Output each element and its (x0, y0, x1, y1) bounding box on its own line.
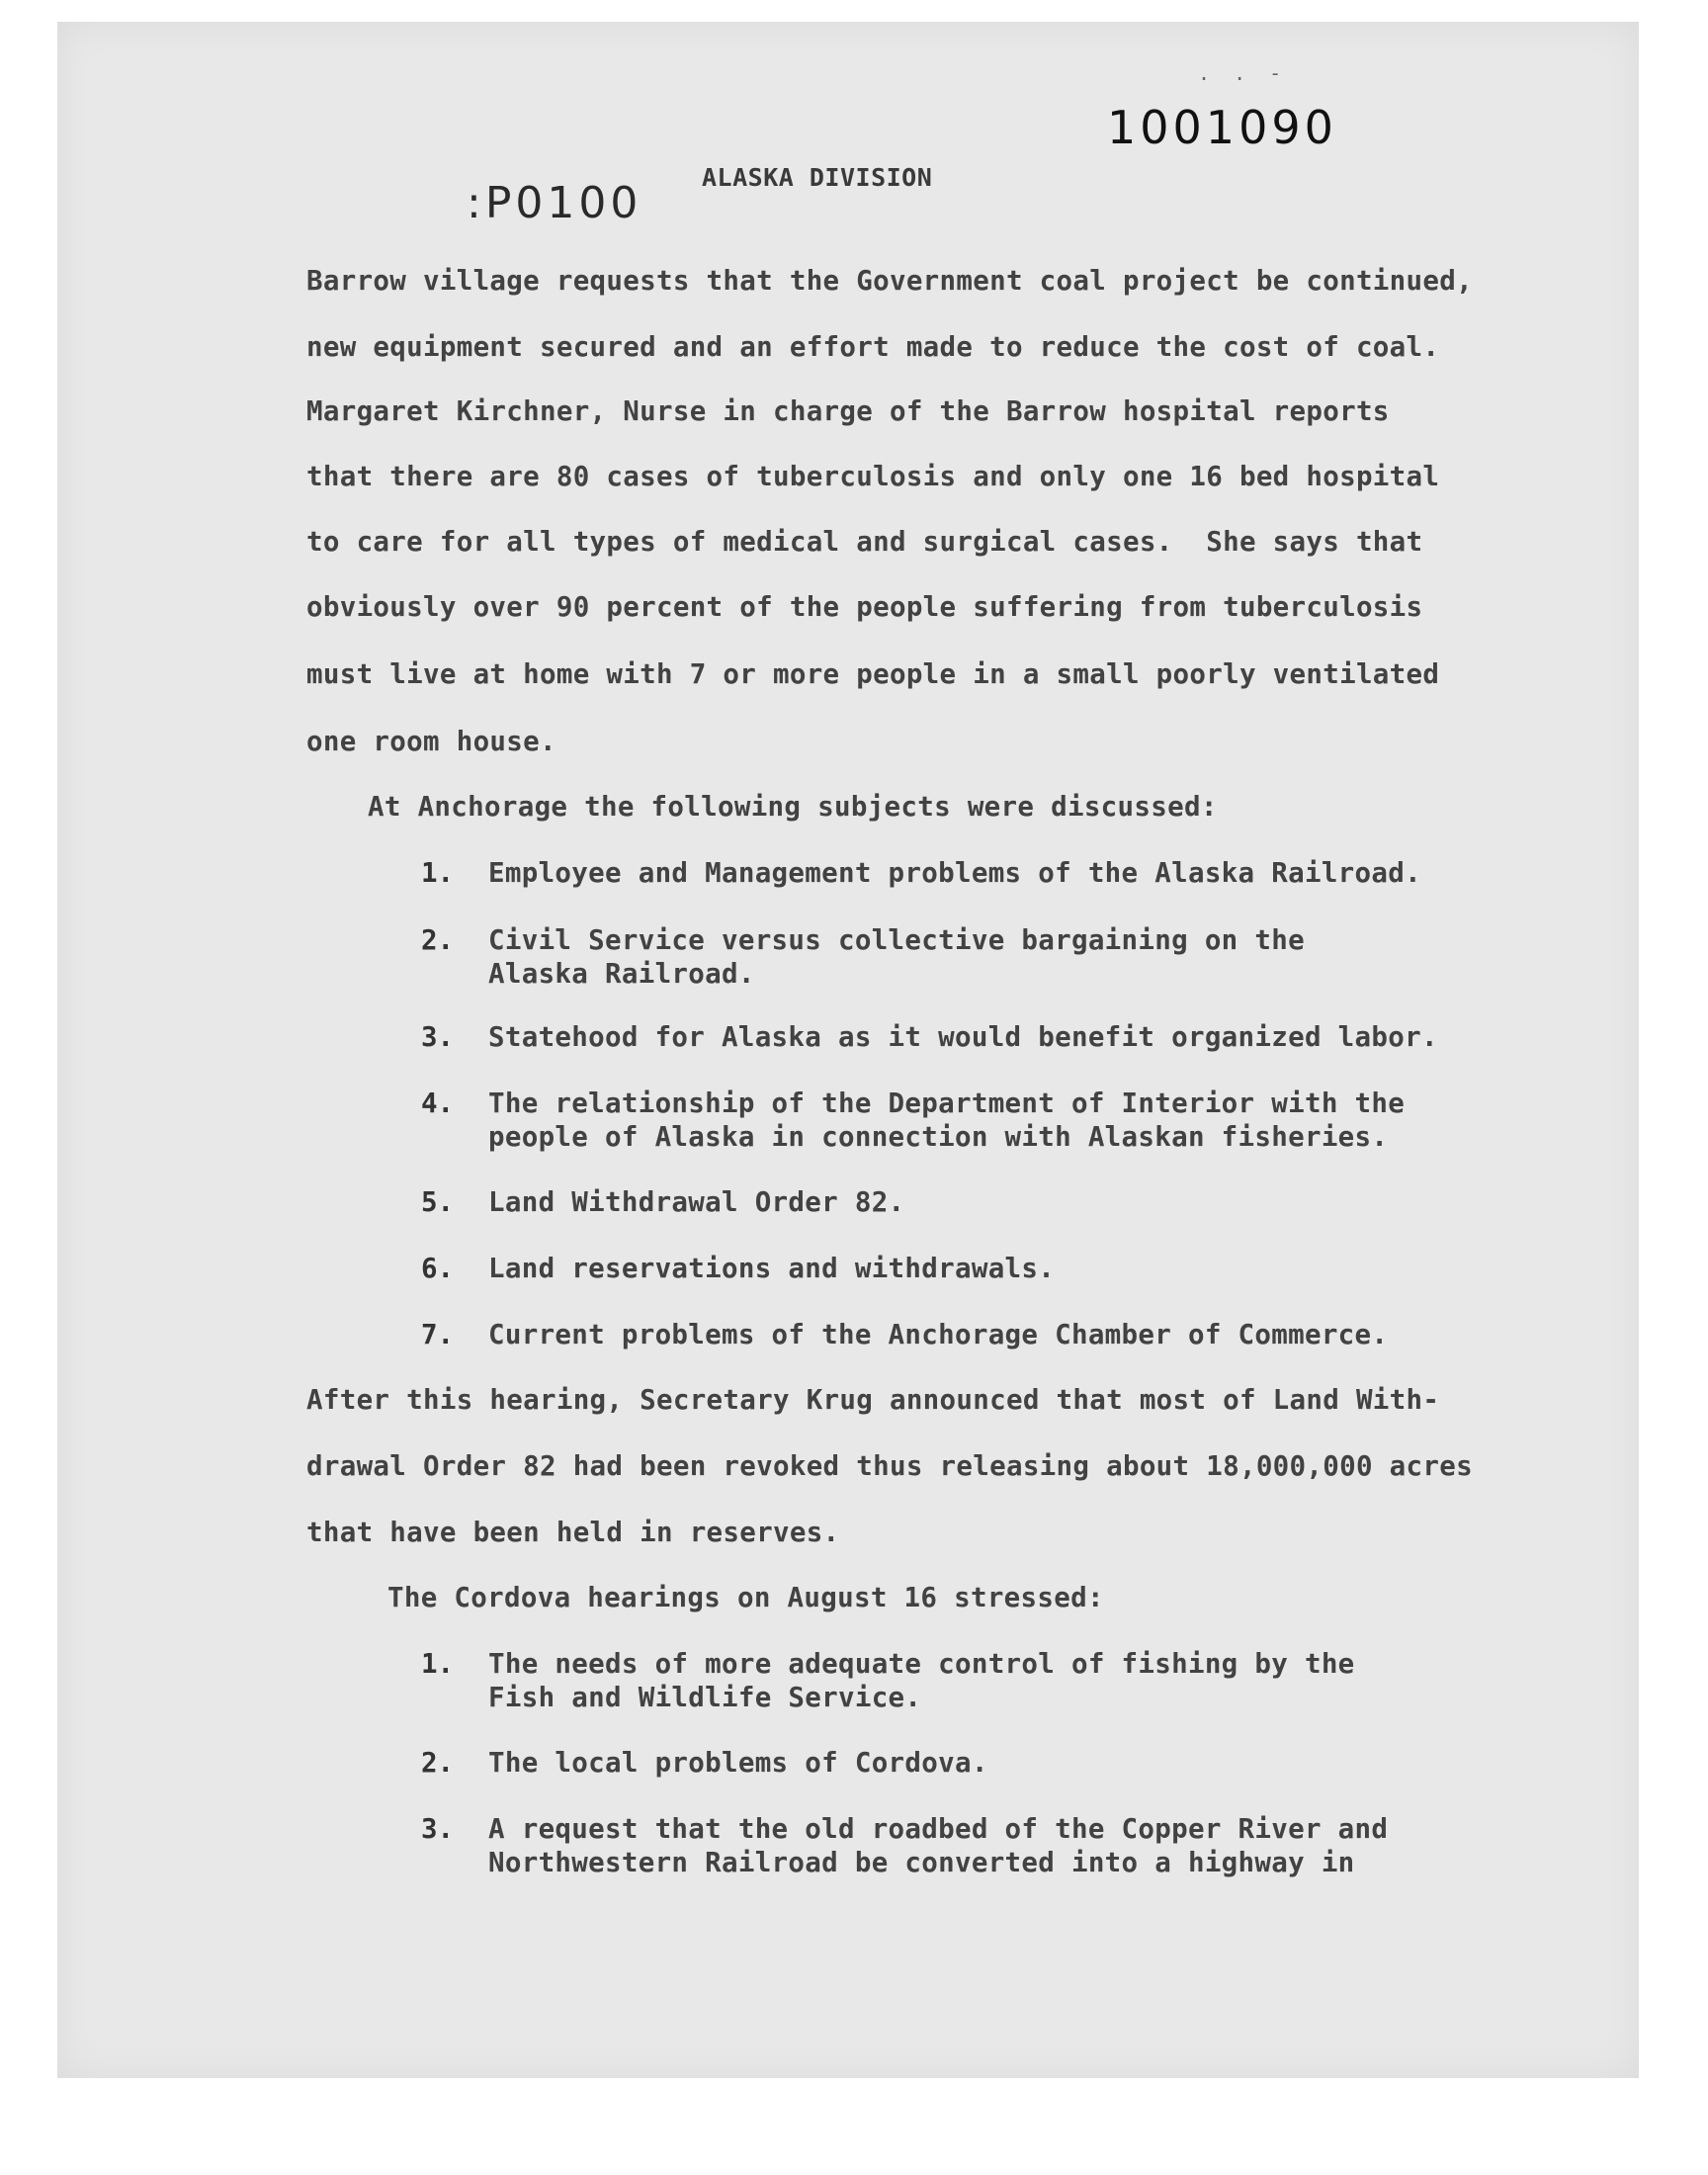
list-item-number: 6. (421, 1253, 455, 1284)
list-item-text: Land Withdrawal Order 82. (488, 1186, 905, 1218)
list-item-number: 4. (421, 1088, 455, 1119)
paragraph-line: After this hearing, Secretary Krug announced that most of Land With- (306, 1384, 1440, 1416)
list-item-number: 2. (421, 924, 455, 956)
list-item-number: 3. (421, 1021, 455, 1053)
list-item-text: The needs of more adequate control of fishing by the (488, 1648, 1355, 1680)
list-item-text: The local problems of Cordova. (488, 1747, 988, 1779)
paragraph-line: that have been held in reserves. (306, 1517, 840, 1548)
list-item-number: 2. (421, 1747, 455, 1779)
document-number-stamp: 1001090 (1107, 101, 1337, 154)
cordova-intro: The Cordova hearings on August 16 stressed: (387, 1582, 1104, 1613)
list-item-text: Employee and Management problems of the Alaska Railroad. (488, 857, 1421, 889)
list-item-text: Northwestern Railroad be converted into a highway in (488, 1847, 1355, 1878)
list-item-number: 5. (421, 1186, 455, 1218)
paragraph-line: obviously over 90 percent of the people suffering from tuberculosis (306, 591, 1423, 623)
paragraph-line: that there are 80 cases of tuberculosis and only one 16 bed hospital (306, 461, 1440, 492)
paragraph-line: Margaret Kirchner, Nurse in charge of the Barrow hospital reports (306, 395, 1390, 427)
list-item-number: 7. (421, 1319, 455, 1350)
page-number-stamp: :P0100 (467, 178, 642, 228)
list-item-text: Land reservations and withdrawals. (488, 1253, 1056, 1284)
paragraph-line: new equipment secured and an effort made to reduce the cost of coal. (306, 331, 1440, 363)
anchorage-intro: At Anchorage the following subjects were discussed: (368, 791, 1218, 823)
list-item-number: 1. (421, 1648, 455, 1680)
list-item-text: Statehood for Alaska as it would benefit organized labor. (488, 1021, 1438, 1053)
paragraph-line: Barrow village requests that the Government coal project be continued, (306, 265, 1473, 297)
top-tick-mark: . . - (1198, 61, 1288, 85)
list-item-number: 3. (421, 1813, 455, 1845)
list-item-text: Current problems of the Anchorage Chamber of Commerce. (488, 1319, 1389, 1350)
paragraph-line: drawal Order 82 had been revoked thus releasing about 18,000,000 acres (306, 1450, 1473, 1482)
division-heading: ALASKA DIVISION (702, 163, 933, 192)
list-item-number: 1. (421, 857, 455, 889)
paragraph-line: to care for all types of medical and surgical cases. She says that (306, 526, 1423, 558)
list-item-text: The relationship of the Department of Interior with the (488, 1088, 1406, 1119)
list-item-text: Alaska Railroad. (488, 958, 755, 990)
list-item-text: Civil Service versus collective bargaining on the (488, 924, 1305, 956)
list-item-text: Fish and Wildlife Service. (488, 1682, 922, 1713)
paragraph-line: must live at home with 7 or more people in a small poorly ventilated (306, 658, 1440, 690)
list-item-text: A request that the old roadbed of the Copper River and (488, 1813, 1389, 1845)
list-item-text: people of Alaska in connection with Alaskan fisheries. (488, 1121, 1389, 1153)
paragraph-line: one room house. (306, 726, 556, 757)
